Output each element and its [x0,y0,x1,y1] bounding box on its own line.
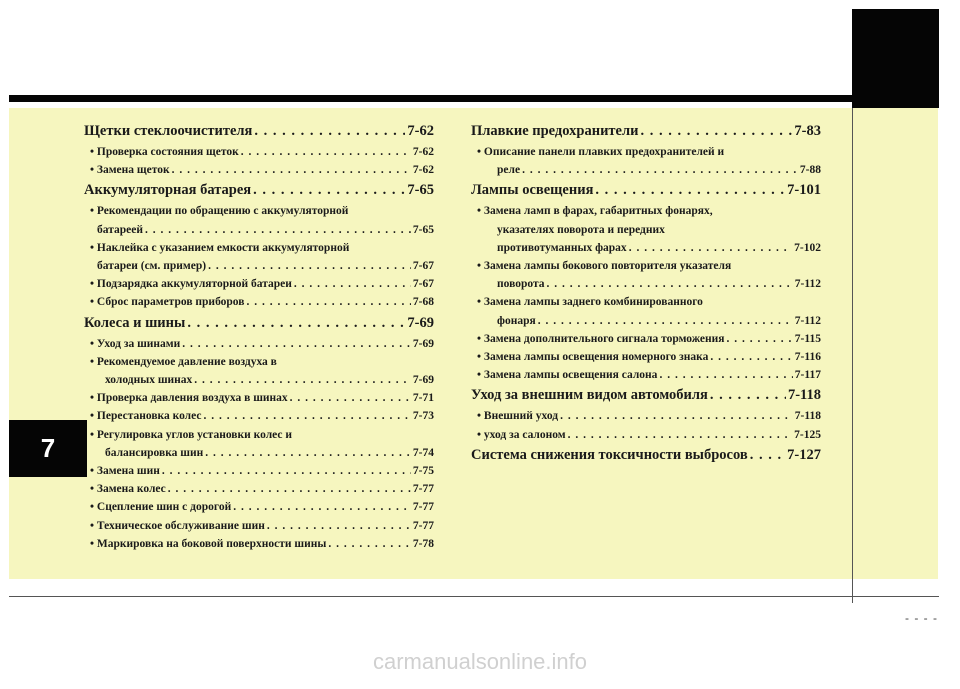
page-edge-marks: - - - - [905,611,938,625]
toc-heading-appearance-care[interactable]: Уход за внешним видом автомобиля . . . 7-118 [471,384,821,407]
toc-item-line[interactable]: • Рекомендуемое давление воздуха в [90,355,277,368]
toc-heading-emissions[interactable]: Система снижения токсичности выбросов . . . 7-127 [471,444,821,467]
toc-heading-fuses[interactable]: Плавкие предохранители . . . 7-83 [471,120,821,143]
toc-item-line[interactable]: • Регулировка углов установки колес и [90,428,293,441]
toc-item[interactable]: • Замена дополнительного сигнала торможения . . . 7-115 [471,330,821,348]
toc-item[interactable]: • уход за салоном . . . 7-125 [471,426,821,444]
bottom-rule [9,596,939,597]
toc-item[interactable]: фонаря . . . 7-112 [471,312,821,330]
watermark-text: carmanualsonline.info [372,649,588,674]
toc-item[interactable]: батареи (см. пример) . . . 7-67 [84,257,434,275]
toc-heading-wipers[interactable]: Щетки стеклоочистителя . . . 7-62 [84,120,434,143]
chapter-tab[interactable]: 7 [9,420,87,477]
toc-item[interactable]: поворота . . . 7-112 [471,275,821,293]
toc-item[interactable]: батареей . . . 7-65 [84,221,434,239]
toc-item[interactable]: • Сброс параметров приборов . . . 7-68 [84,293,434,311]
toc-item-line[interactable]: • Описание панели плавких предохранителей и [477,146,725,158]
toc-heading-lamps[interactable]: Лампы освещения . . . 7-101 [471,179,821,202]
toc-item[interactable]: • Замена щеток . . . 7-62 [84,161,434,179]
toc-item[interactable]: • Техническое обслуживание шин . . . 7-77 [84,517,434,535]
toc-item[interactable]: • Внешний уход . . . 7-118 [471,407,821,425]
toc-item[interactable]: противотуманных фарах . . . 7-102 [471,239,821,257]
toc-item[interactable]: балансировка шин . . . 7-74 [84,444,434,462]
toc-item-line[interactable]: • Замена ламп в фарах, габаритных фонарях, [477,205,713,218]
toc-item-line[interactable]: • Замена лампы бокового повторителя указателя [477,260,732,273]
toc-item[interactable]: • Проверка состояния щеток . . . 7-62 [84,143,434,161]
toc-item[interactable]: • Замена лампы освещения салона . . . 7-117 [471,366,821,384]
toc-item-line[interactable]: указателях поворота и передних [497,223,665,236]
toc-item[interactable]: • Замена лампы освещения номерного знака . . . 7-116 [471,348,821,366]
toc-heading-wheels[interactable]: Колеса и шины . . . 7-69 [84,312,434,335]
toc-item[interactable]: • Замена колес . . . 7-77 [84,480,434,498]
toc-item-line[interactable]: • Наклейка с указанием емкости аккумуляторной [90,241,350,254]
top-rule [9,95,939,102]
toc-item[interactable]: • Проверка давления воздуха в шинах . . . 7-71 [84,389,434,407]
toc-item[interactable]: холодных шинах . . . 7-69 [84,371,434,389]
toc-left-column [84,120,434,553]
toc-item[interactable]: • Уход за шинами . . . 7-69 [84,335,434,353]
toc-item[interactable]: • Замена шин . . . 7-75 [84,462,434,480]
toc-item-line[interactable]: • Рекомендации по обращению с аккумуляторной [90,205,349,218]
toc-item[interactable]: • Перестановка колес . . . 7-73 [84,407,434,425]
toc-item-line[interactable]: • Замена лампы заднего комбинированного [477,296,703,309]
toc-item[interactable]: реле . . . 7-88 [471,161,821,179]
corner-black-block [852,9,939,108]
toc-item[interactable]: • Маркировка на боковой поверхности шины . . . 7-78 [84,535,434,553]
toc-item[interactable]: • Сцепление шин с дорогой . . . 7-77 [84,498,434,516]
toc-right-column [471,120,821,467]
toc-heading-battery[interactable]: Аккумуляторная батарея . . . 7-65 [84,179,434,202]
toc-item[interactable]: • Подзарядка аккумуляторной батареи . . . 7-67 [84,275,434,293]
margin-divider [852,108,853,603]
